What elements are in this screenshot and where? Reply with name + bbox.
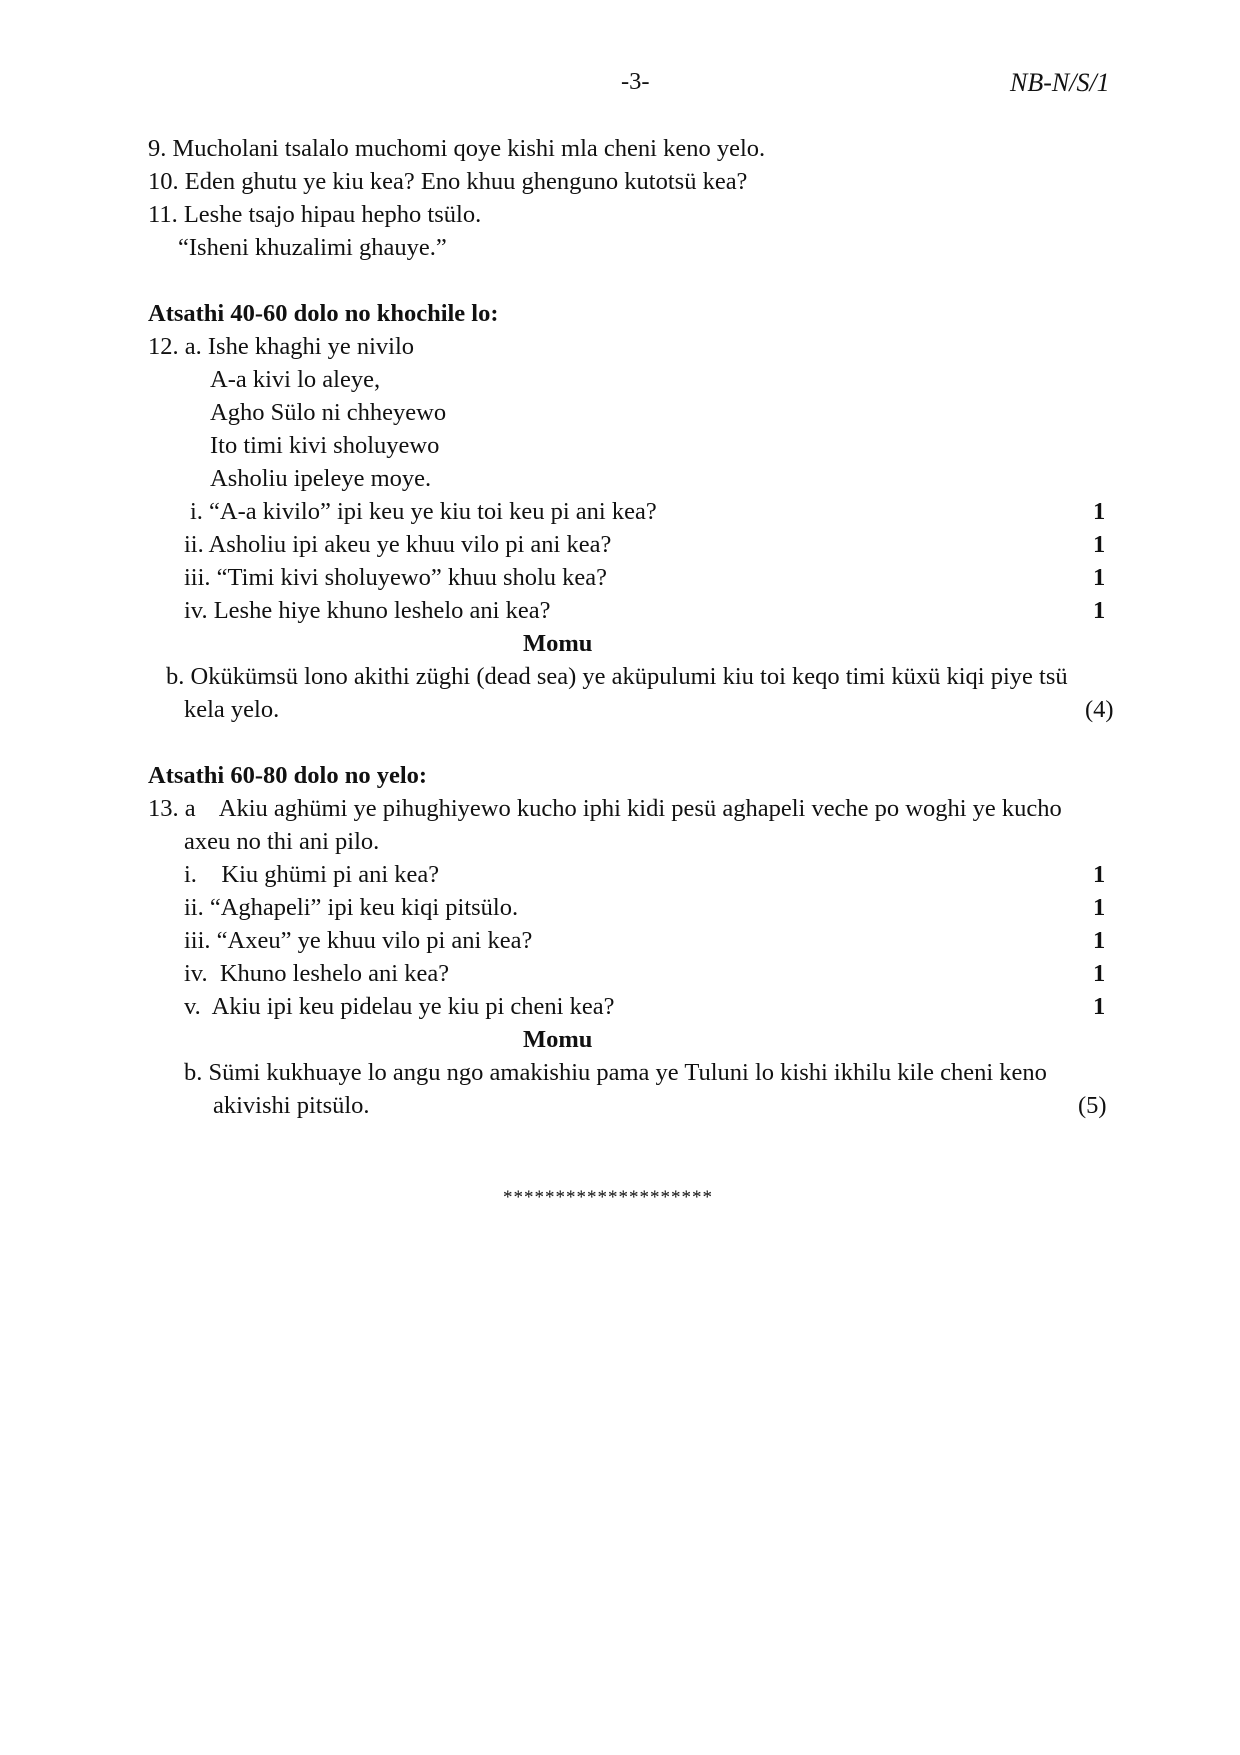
mark: 1 (1093, 861, 1106, 888)
mark: (5) (1078, 1092, 1107, 1119)
question-10: 10. Eden ghutu ye kiu kea? Eno khuu ghenguno kutotsü kea? (148, 168, 748, 195)
or-divider: Momu (523, 630, 593, 657)
mark: 1 (1093, 597, 1106, 624)
mark: 1 (1093, 993, 1106, 1020)
mark: 1 (1093, 564, 1106, 591)
question-13a-cont: axeu no thi ani pilo. (184, 828, 380, 855)
question-11-quote: “Isheni khuzalimi ghauye.” (178, 234, 447, 261)
question-12a-ii: ii. Asholiu ipi akeu ye khuu vilo pi ani kea? (184, 531, 612, 558)
poem-line: Ito timi kivi sholuyewo (210, 432, 440, 459)
question-12b-cont: kela yelo. (184, 696, 280, 723)
page-number: -3- (621, 68, 650, 95)
mark: (4) (1085, 696, 1114, 723)
question-9: 9. Mucholani tsalalo muchomi qoye kishi mla cheni keno yelo. (148, 135, 766, 162)
paper-code: NB-N/S/1 (1010, 68, 1110, 97)
question-12a-iv: iv. Leshe hiye khuno leshelo ani kea? (184, 597, 551, 624)
question-13a-iv: iv. Khuno leshelo ani kea? (184, 960, 450, 987)
question-11: 11. Leshe tsajo hipau hepho tsülo. (148, 201, 482, 228)
question-13a-i: i. Kiu ghümi pi ani kea? (184, 861, 440, 888)
mark: 1 (1093, 927, 1106, 954)
question-13b-cont: akivishi pitsülo. (213, 1092, 370, 1119)
mark: 1 (1093, 894, 1106, 921)
end-of-paper-marker: ******************** (503, 1187, 713, 1208)
question-13a-v: v. Akiu ipi keu pidelau ye kiu pi cheni kea? (184, 993, 615, 1020)
poem-line: Asholiu ipeleye moye. (210, 465, 432, 492)
mark: 1 (1093, 531, 1106, 558)
section-heading-40-60: Atsathi 40-60 dolo no khochile lo: (148, 300, 499, 327)
question-13a-iii: iii. “Axeu” ye khuu vilo pi ani kea? (184, 927, 533, 954)
question-13a-ii: ii. “Aghapeli” ipi keu kiqi pitsülo. (184, 894, 519, 921)
section-heading-60-80: Atsathi 60-80 dolo no yelo: (148, 762, 428, 789)
question-12a-i: i. “A-a kivilo” ipi keu ye kiu toi keu pi ani kea? (190, 498, 657, 525)
question-12b: b. Okükümsü lono akithi züghi (dead sea) ye aküpulumi kiu toi keqo timi küxü kiqi piye tsü (166, 663, 1068, 690)
question-13b: b. Sümi kukhuaye lo angu ngo amakishiu pama ye Tuluni lo kishi ikhilu kile cheni keno (184, 1059, 1047, 1086)
question-13a: 13. a Akiu aghümi ye pihughiyewo kucho iphi kidi pesü aghapeli veche po woghi ye kucho (148, 795, 1062, 822)
poem-line: Agho Sülo ni chheyewo (210, 399, 447, 426)
or-divider: Momu (523, 1026, 593, 1053)
question-12a-iii: iii. “Timi kivi sholuyewo” khuu sholu kea? (184, 564, 608, 591)
question-12a-intro: 12. a. Ishe khaghi ye nivilo (148, 333, 415, 360)
mark: 1 (1093, 960, 1106, 987)
mark: 1 (1093, 498, 1106, 525)
poem-line: A-a kivi lo aleye, (210, 366, 381, 393)
